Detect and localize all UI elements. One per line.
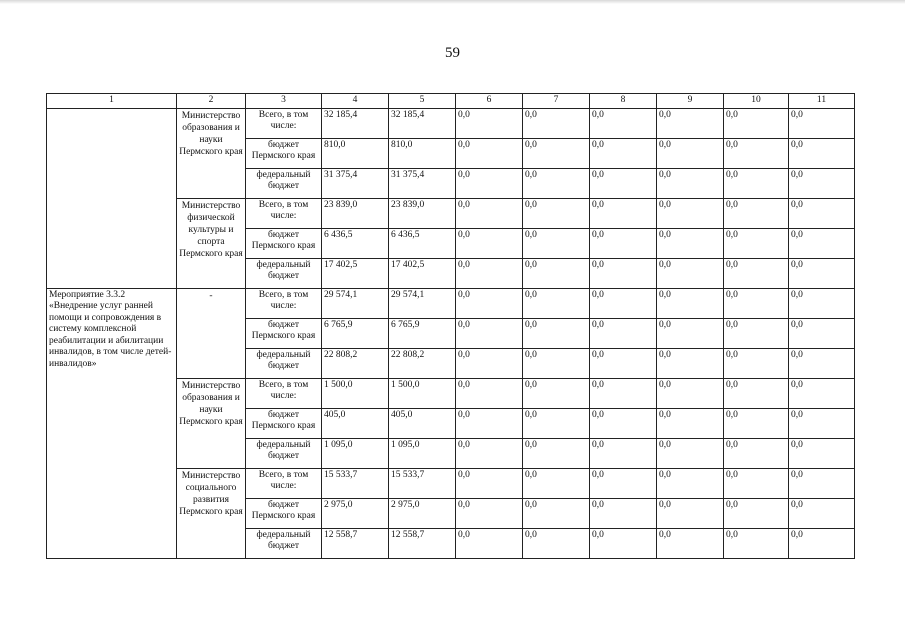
value-cell: 0,0 [657,438,724,468]
value-cell: 6 765,9 [322,318,389,348]
value-cell: 0,0 [789,228,855,258]
header-cell: 9 [657,94,724,109]
funding-source-cell: федеральный бюджет [246,528,322,558]
value-cell: 0,0 [789,528,855,558]
value-cell: 0,0 [724,108,789,138]
value-cell: 0,0 [657,258,724,288]
value-cell: 6 765,9 [389,318,456,348]
header-row [47,94,855,109]
value-cell: 1 500,0 [322,378,389,408]
executor-cell: Министерство социального развития Пермского края [177,468,246,558]
value-cell: 0,0 [456,468,523,498]
value-cell: 0,0 [724,378,789,408]
value-cell: 0,0 [456,378,523,408]
value-cell: 0,0 [590,228,657,258]
executor-cell: Министерство образования и науки Пермского края [177,378,246,468]
value-cell: 17 402,5 [389,258,456,288]
table-row [47,288,855,318]
value-cell: 0,0 [590,438,657,468]
value-cell: 0,0 [789,438,855,468]
value-cell: 0,0 [724,288,789,318]
value-cell: 15 533,7 [389,468,456,498]
value-cell: 12 558,7 [389,528,456,558]
executor-cell: Министерство физической культуры и спорта Пермского края [177,198,246,288]
table-body [47,94,855,559]
value-cell: 0,0 [523,198,590,228]
funding-source-cell: бюджет Пермского края [246,138,322,168]
value-cell: 0,0 [590,408,657,438]
value-cell: 1 095,0 [389,438,456,468]
executor-cell: Министерство образования и науки Пермского края [177,108,246,198]
funding-source-cell: федеральный бюджет [246,168,322,198]
value-cell: 0,0 [789,468,855,498]
value-cell: 0,0 [456,138,523,168]
value-cell: 0,0 [523,258,590,288]
value-cell: 0,0 [657,408,724,438]
value-cell: 0,0 [657,378,724,408]
value-cell: 23 839,0 [389,198,456,228]
header-cell: 7 [523,94,590,109]
value-cell: 0,0 [523,288,590,318]
header-cell: 11 [789,94,855,109]
header-cell: 6 [456,94,523,109]
value-cell: 1 500,0 [389,378,456,408]
value-cell: 0,0 [590,138,657,168]
value-cell: 0,0 [789,348,855,378]
page-number: 59 [445,45,460,61]
funding-source-cell: Всего, в том числе: [246,198,322,228]
budget-table [46,93,855,559]
value-cell: 0,0 [657,108,724,138]
value-cell: 0,0 [523,228,590,258]
value-cell: 29 574,1 [389,288,456,318]
value-cell: 22 808,2 [322,348,389,378]
measure-cell-empty [47,108,177,288]
value-cell: 17 402,5 [322,258,389,288]
funding-source-cell: федеральный бюджет [246,438,322,468]
value-cell: 12 558,7 [322,528,389,558]
value-cell: 0,0 [789,198,855,228]
value-cell: 0,0 [657,318,724,348]
value-cell: 0,0 [789,168,855,198]
value-cell: 0,0 [523,408,590,438]
value-cell: 0,0 [590,528,657,558]
value-cell: 32 185,4 [322,108,389,138]
value-cell: 0,0 [657,168,724,198]
value-cell: 15 533,7 [322,468,389,498]
value-cell: 0,0 [724,228,789,258]
funding-source-cell: бюджет Пермского края [246,318,322,348]
funding-source-cell: бюджет Пермского края [246,408,322,438]
value-cell: 0,0 [456,228,523,258]
value-cell: 0,0 [657,138,724,168]
value-cell: 0,0 [456,348,523,378]
funding-source-cell: бюджет Пермского края [246,498,322,528]
funding-source-cell: федеральный бюджет [246,348,322,378]
value-cell: 0,0 [724,468,789,498]
value-cell: 0,0 [456,408,523,438]
value-cell: 810,0 [322,138,389,168]
value-cell: 0,0 [724,528,789,558]
value-cell: 0,0 [590,288,657,318]
value-cell: 0,0 [724,408,789,438]
value-cell: 0,0 [657,228,724,258]
value-cell: 32 185,4 [389,108,456,138]
value-cell: 29 574,1 [322,288,389,318]
value-cell: 0,0 [456,438,523,468]
funding-source-cell: Всего, в том числе: [246,288,322,318]
value-cell: 405,0 [389,408,456,438]
value-cell: 0,0 [456,318,523,348]
value-cell: 0,0 [523,108,590,138]
value-cell: 0,0 [523,378,590,408]
value-cell: 6 436,5 [322,228,389,258]
value-cell: 0,0 [456,258,523,288]
value-cell: 810,0 [389,138,456,168]
value-cell: 0,0 [590,318,657,348]
header-cell: 3 [246,94,322,109]
value-cell: 0,0 [657,498,724,528]
value-cell: 0,0 [456,498,523,528]
value-cell: 0,0 [724,318,789,348]
value-cell: 0,0 [590,258,657,288]
value-cell: 0,0 [456,108,523,138]
value-cell: 0,0 [724,138,789,168]
value-cell: 0,0 [789,498,855,528]
value-cell: 0,0 [789,138,855,168]
value-cell: 2 975,0 [322,498,389,528]
value-cell: 6 436,5 [389,228,456,258]
value-cell: 0,0 [590,468,657,498]
value-cell: 31 375,4 [389,168,456,198]
value-cell: 0,0 [657,528,724,558]
value-cell: 23 839,0 [322,198,389,228]
header-cell: 5 [389,94,456,109]
value-cell: 0,0 [657,198,724,228]
value-cell: 0,0 [523,138,590,168]
value-cell: 0,0 [590,198,657,228]
header-cell: 10 [724,94,789,109]
value-cell: 0,0 [789,258,855,288]
value-cell: 0,0 [789,318,855,348]
value-cell: 0,0 [724,348,789,378]
funding-source-cell: Всего, в том числе: [246,378,322,408]
table-row [47,108,855,138]
value-cell: 0,0 [657,468,724,498]
value-cell: 22 808,2 [389,348,456,378]
header-cell: 1 [47,94,177,109]
value-cell: 405,0 [322,408,389,438]
value-cell: 0,0 [657,348,724,378]
value-cell: 0,0 [523,318,590,348]
value-cell: 0,0 [590,168,657,198]
value-cell: 0,0 [724,168,789,198]
value-cell: 0,0 [590,108,657,138]
value-cell: 31 375,4 [322,168,389,198]
value-cell: 0,0 [789,408,855,438]
value-cell: 2 975,0 [389,498,456,528]
value-cell: 0,0 [523,498,590,528]
header-cell: 2 [177,94,246,109]
value-cell: 0,0 [724,498,789,528]
value-cell: 0,0 [789,378,855,408]
funding-source-cell: Всего, в том числе: [246,108,322,138]
value-cell: 0,0 [590,498,657,528]
value-cell: 0,0 [789,288,855,318]
header-cell: 4 [322,94,389,109]
value-cell: 0,0 [456,198,523,228]
funding-source-cell: бюджет Пермского края [246,228,322,258]
value-cell: 0,0 [590,378,657,408]
value-cell: 0,0 [523,168,590,198]
value-cell: 0,0 [523,438,590,468]
funding-source-cell: Всего, в том числе: [246,468,322,498]
value-cell: 0,0 [456,528,523,558]
scan-edge [0,0,905,4]
funding-source-cell: федеральный бюджет [246,258,322,288]
value-cell: 1 095,0 [322,438,389,468]
value-cell: 0,0 [523,468,590,498]
value-cell: 0,0 [523,528,590,558]
value-cell: 0,0 [724,258,789,288]
value-cell: 0,0 [456,168,523,198]
header-cell: 8 [590,94,657,109]
executor-cell: - [177,288,246,378]
measure-title: Мероприятие 3.3.2 «Внедрение услуг ранней помощи и сопровождения в систему комплексной реабилитации и абилитации инвалидов, в том числе детей-инвалидов» [47,288,177,558]
value-cell: 0,0 [456,288,523,318]
value-cell: 0,0 [590,348,657,378]
value-cell: 0,0 [657,288,724,318]
value-cell: 0,0 [724,438,789,468]
value-cell: 0,0 [789,108,855,138]
value-cell: 0,0 [724,198,789,228]
value-cell: 0,0 [523,348,590,378]
